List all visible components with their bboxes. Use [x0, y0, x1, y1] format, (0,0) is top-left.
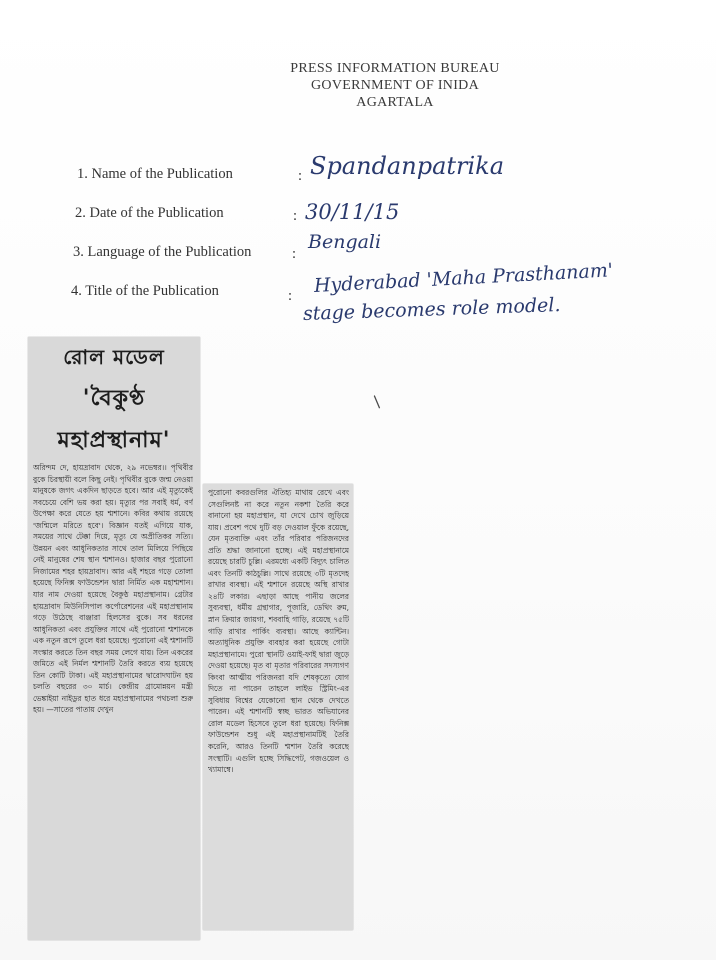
field-title-value-line-1: Hyderabad 'Maha Prasthanam' — [313, 259, 614, 297]
field-date-value: 30/11/15 — [305, 200, 400, 224]
letterhead-line-2: GOVERNMENT OF INIDA — [311, 78, 479, 93]
clipping-column-2-text: পুরোনো কবরগুলির ঐতিহ্য মাথায় রেখে এবং সেগুলিনষ্ট না করে নতুন নকশা তৈরি করে বানানো হয় মহাপ্রস্থান, যা দেখে চোখ জুড়িয়ে যায়। প্রবেশ পথে দুটি বড় দেওয়াল ফুঁকে রয়েছে, যেন মৃতব্যক্তি এবং তাঁর পরিবার পরিজনদের প্রতি শ্রদ্ধা জানানো হচ্ছে। এই মহাপ্রস্থানামে রয়েছে চারটি চুল্লি। এরমধ্যে একটি বিদ্যুৎ চালিত এবং তিনটি কাঠচুল্লি। সাথে রয়েছে ৩টি মৃতদেহ রাখার ব্যবস্থা। এই শ্মশানে রয়েছে অস্থি রাখার ২৪টি লকার। এছাড়া আছে পানীয় জলের সুব্যবস্থা, ধর্মীয় গ্রন্থাগার, পূজারি, ডেথিং রুম, স্নান ক্রিয়ার জায়গা, শববাহি গাড়ি, রয়েছে ৭৫টি গাড়ি রাখার পার্কিং ব্যবস্থা। আছে ক্যান্টিন। অত্যাধুনিক প্রযুক্তি ব্যবহার করা হয়েছে গোটা মহাপ্রস্থানামে। পুরো স্থানটি ওয়াই-ফাই দ্বারা জুড়ে দেওয়া হয়েছে। মৃত বা মৃতার পরিবারের সদস্যগণ কিংবা আত্মীয় পরিজনরা যদি শেষকৃত্যে যোগ দিতে না পারেন তাহলে লাইভ স্ট্রিমিং-এর সুবিধায় বিশ্বের যেকোনো স্থান থেকে দেখতে পারেন। এই শ্মশানটি স্বচ্ছ ভারত অভিযানের রোল মডেল হিসেবে তুলে ধরা হয়েছে। ফিনিক্স ফাউন্ডেশন শুধু এই মহাপ্রস্থানামটিই তৈরি করেনি, আরও তিনটি শ্মশান তৈরি করেছে সংস্থাটি। এগুলি হচ্ছে সিদ্ধিপেট, গজওয়েল ও খ্যামাম্বে। — [208, 488, 349, 775]
clipping-column-1 — [33, 462, 193, 934]
field-name-value: Spandanpatrika — [310, 152, 505, 180]
field-title-value-line-2: stage becomes role model. — [302, 294, 561, 325]
letterhead — [250, 60, 540, 111]
clipping-headline-line-3: মহাপ্রস্থানাম' — [57, 428, 171, 453]
field-title-colon: : — [288, 288, 293, 304]
field-date-colon: : — [293, 208, 298, 224]
field-language-value: Bengali — [308, 231, 382, 253]
letterhead-line-3: AGARTALA — [356, 95, 434, 110]
letterhead-line-1: PRESS INFORMATION BUREAU — [290, 61, 500, 76]
clipping-headline-line-2: 'বৈকুণ্ঠ — [82, 386, 146, 411]
field-language-colon: : — [292, 246, 297, 262]
clipping-column-2 — [208, 487, 349, 927]
pen-mark: / — [368, 392, 385, 411]
newspaper-clipping-left — [28, 337, 200, 940]
field-language-label: 3. Language of the Publication — [73, 244, 252, 260]
field-name-label: 1. Name of the Publication — [77, 166, 233, 182]
clipping-column-1-text: অরিন্দম দে, হায়দ্রাবাদ থেকে, ২৯ নভেম্বর।। পৃথিবীর বুকে চিরস্থায়ী বলে কিছু নেই। পৃথিবীর বুকে জন্ম নেওয়া মানুষকে জগৎ একদিন ছাড়তে হবে। আর এই মৃত্যুকেই সবচেয়ে বেশি ভয় করা হয়। মৃত্যুর পর সবাই ধর্ম, বর্ণ উপেক্ষা করে যেতে হয় শ্মশানে। কবির কথায় রয়েছে 'জন্মিলে মরিতে হবে'। বিজ্ঞান যতই এগিয়ে যাক, সময়ের সাথে টেক্কা দিয়ে, মৃত্যু যে অপ্রীতিকর সত্যি। উন্নয়ন এবং আধুনিকতার সাথে তাল মিলিয়ে পিছিয়ে নেই মানুষের শেষ স্থান শ্মশানও। হাজার বছর পুরোনো নিজামের শহর হায়দ্রাবাদ। আর এই শহরে গড়ে তোলা হয়েছে ফিনিক্স ফাউন্ডেশন দ্বারা নির্মিত এক মহাশ্মশান। যার নাম দেওয়া হয়েছে বৈকুণ্ঠ মহাপ্রস্থানাম। গ্রেটার হায়দ্রাবাদ মিউনিসিপাল কর্পোরেশনের এই মহাপ্রস্থানাম গড়ে উঠেছে বাঞ্জারা হিলসের বুকে। সব ধরনের আধুনিকতা এবং প্রযুক্তির সাথে এই পুরোনো শ্মশানকে এক নতুন রূপে তুলে ধরা হয়েছে। পুরোনো এই শ্মশানটি সংস্কার করতে তিন বছর সময় লেগে যায়। তিন একরের জমিতে এই নির্মল শ্মশানটি তৈরি করতে ব্যয় হয়েছে তিন কোটি টাকা। এই মহাপ্রস্থানামের দ্বারোদঘাটন হয় চলতি বছরের ৩০ মার্চ। কেন্দ্রীয় গ্রামোন্নয়ন মন্ত্রী ভেঙ্কাইয়া নাইডুর হাত ধরে মহাপ্রস্থানামের পথচলা শুরু হয়। —সাতের পাতায় দেখুন — [33, 463, 193, 715]
clipping-headline-line-1: রোল মডেল — [63, 345, 165, 369]
field-title-label: 4. Title of the Publication — [71, 283, 219, 299]
field-name-colon: : — [298, 168, 303, 184]
newspaper-clipping-right — [203, 484, 353, 930]
field-date-label: 2. Date of the Publication — [75, 205, 224, 221]
